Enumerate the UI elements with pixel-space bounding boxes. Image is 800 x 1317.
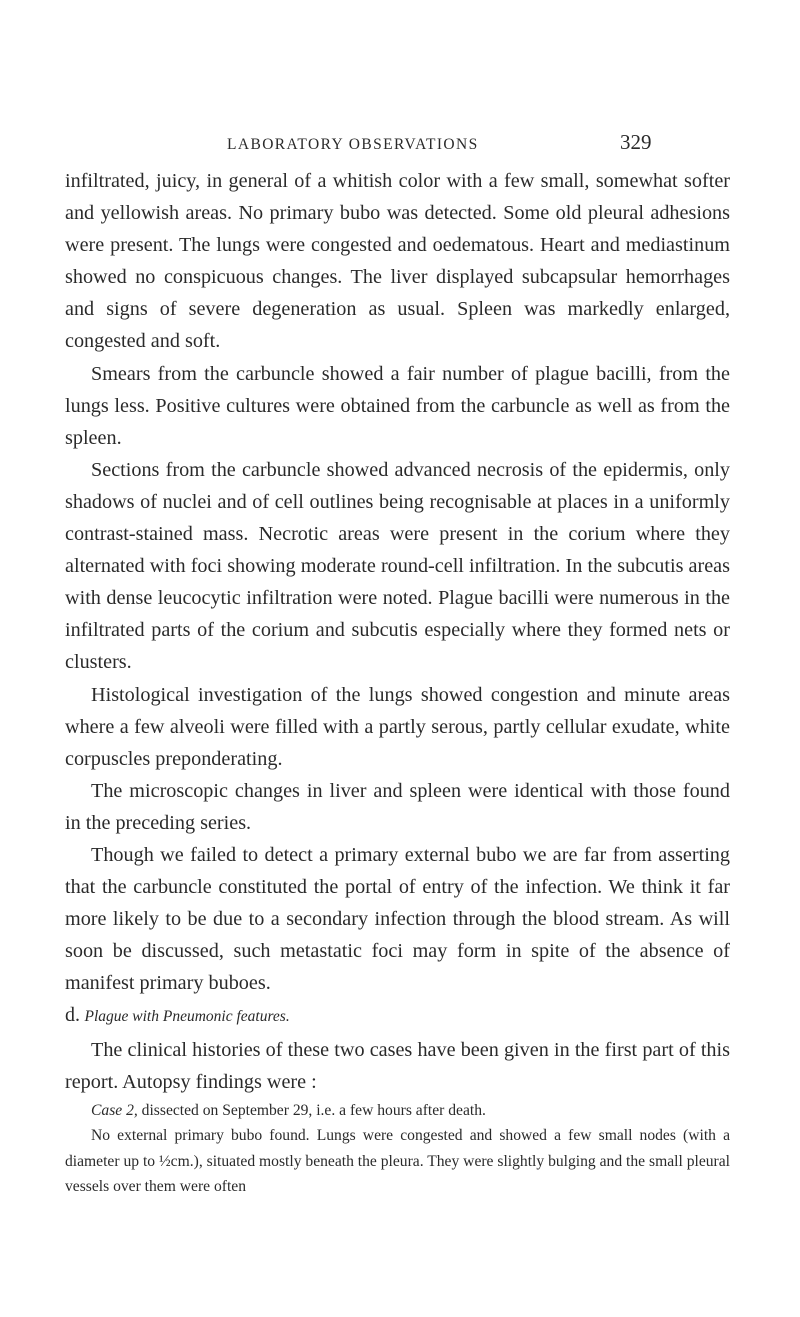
section-heading-d — [65, 999, 730, 1033]
paragraph-4: Histological investigation of the lungs showed congestion and minute areas where a few alveoli were filled with a partly serous, partly cellular exudate, white corpuscles preponderating. — [65, 683, 730, 770]
paragraph-5: The microscopic changes in liver and spleen were identical with those found in the preceding series. — [65, 779, 730, 834]
paragraph-1: infiltrated, juicy, in general of a whitish color with a few small, somewhat softer and yellowish areas. No primary bubo was detected. Some old pleural adhesions were present. The lungs were congested and oedematous. Heart and mediastinum showed no conspicuous changes. The liver displayed subcapsular hemorrhages and signs of severe degeneration as usual. Spleen was markedly enlarged, congested and soft. — [65, 170, 730, 353]
running-title: LABORATORY OBSERVATIONS — [227, 136, 479, 153]
case-text: dissected on September 29, i.e. a few hours after death. — [137, 1101, 486, 1119]
section-title: Plague with Pneumonic features. — [84, 1008, 290, 1026]
paragraph-8: No external primary bubo found. Lungs were congested and showed a few small nodes (with a diameter up to ½cm.), situated mostly beneath the pleura. They were slightly bulging and the small pleural vessels over them were often — [65, 1127, 730, 1196]
paragraph-6: Though we failed to detect a primary external bubo we are far from asserting that the carbuncle constituted the portal of entry of the infection. We think it far more likely to be due to a secondary infection through the blood stream. As will soon be discussed, such metastatic foci may form in spite of the absence of manifest primary buboes. — [65, 843, 730, 995]
case-label: Case 2, — [91, 1101, 138, 1119]
paragraph-2: Smears from the carbuncle showed a fair number of plague bacilli, from the lungs less. Positive cultures were obtained from the carbuncle as well as from the spleen. — [65, 362, 730, 449]
body-text — [65, 165, 730, 1200]
section-letter: d. — [65, 1004, 80, 1027]
paragraph-3: Sections from the carbuncle showed advanced necrosis of the epidermis, only shadows of nuclei and of cell outlines being recognisable at places in a uniformly contrast-stained mass. Necrotic areas were present in the corium where they alternated with foci showing moderate round-cell infiltration. In the subcutis areas with dense leucocytic infiltration were noted. Plague bacilli were numerous in the infiltrated parts of the corium and subcutis especially where they formed nets or clusters. — [65, 458, 730, 674]
paragraph-7: The clinical histories of these two cases have been given in the first part of this report. Autopsy findings were : — [65, 1038, 730, 1093]
page-number: 329 — [620, 130, 652, 154]
case-line — [65, 1098, 730, 1124]
small-text-block — [65, 1098, 730, 1200]
